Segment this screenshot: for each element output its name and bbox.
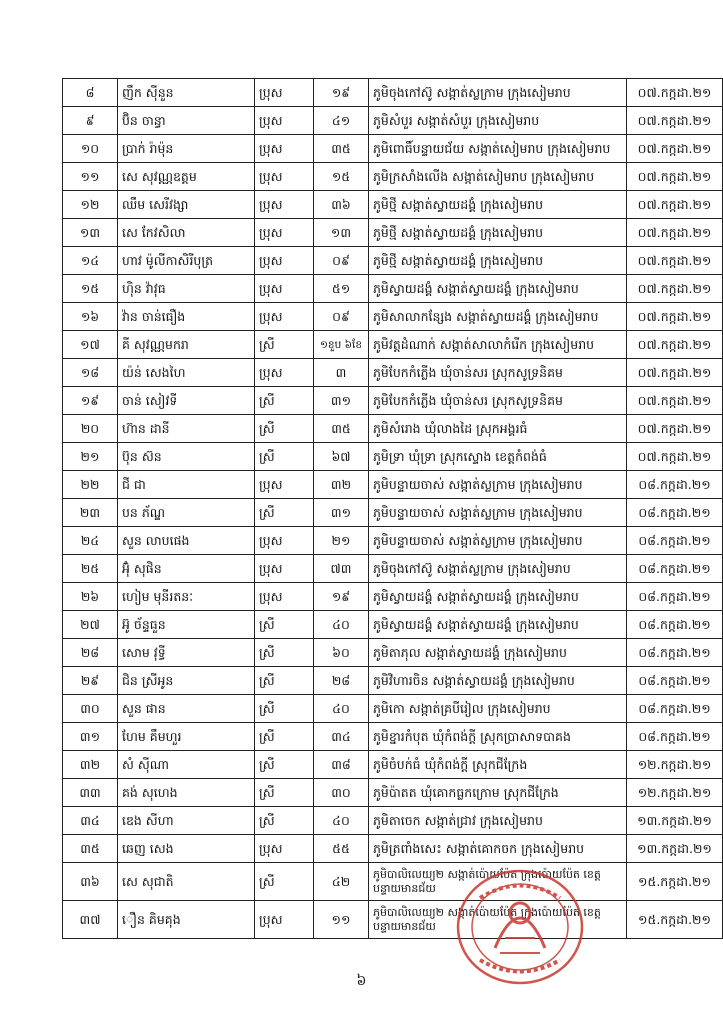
row-number: ២០: [63, 415, 118, 443]
patient-address: ភូមិតាភុល សង្កាត់ស្វាយដង្គំ ក្រុងសៀមរាប: [369, 639, 627, 667]
record-date: ០៧.កក្កដា.២១: [627, 107, 723, 135]
table-row: [63, 359, 723, 387]
patient-name: សួន លាបផេង: [118, 527, 255, 555]
patient-sex: ប្រុស: [255, 471, 314, 499]
table-row: [63, 443, 723, 471]
patient-name: ឈឹម សេរីវង្សា: [118, 191, 255, 219]
record-date: ០៨.កក្កដា.២១: [627, 471, 723, 499]
table-row: [63, 695, 723, 723]
patient-age: ៤០: [314, 611, 369, 639]
patient-sex: ប្រុស: [255, 135, 314, 163]
record-date: ១៣.កក្កដា.២១: [627, 835, 723, 863]
table-row: [63, 751, 723, 779]
patient-sex: ប្រុស: [255, 835, 314, 863]
record-date: ១៥.កក្កដា.២១: [627, 863, 723, 901]
patient-age: ១៥: [314, 163, 369, 191]
patient-address: ភូមិទ្រា ឃុំទ្រា ស្រុកស្ទោង ខេត្តកំពង់ធំ: [369, 443, 627, 471]
table-row: [63, 79, 723, 107]
patient-sex: ស្រី: [255, 863, 314, 901]
patient-sex: ប្រុស: [255, 79, 314, 107]
patient-age: ៤០: [314, 807, 369, 835]
table-row: [63, 611, 723, 639]
record-date: ០៨.កក្កដា.២១: [627, 583, 723, 611]
patient-address: ភូមិចុងកៅស៊ូ សង្កាត់ស្លក្រាម ក្រុងសៀមរាប: [369, 555, 627, 583]
patient-name: វ៉ាន ចាន់ធឿង: [118, 303, 255, 331]
table-row: [63, 555, 723, 583]
patient-age: ៣៥: [314, 415, 369, 443]
patient-sex: ស្រី: [255, 611, 314, 639]
record-date: ០៨.កក្កដា.២១: [627, 695, 723, 723]
patient-address: ភូមិថ្មី សង្កាត់ស្វាយដង្គំ ក្រុងសៀមរាប: [369, 191, 627, 219]
table-row: [63, 499, 723, 527]
row-number: ៣៦: [63, 863, 118, 901]
record-date: ០៨.កក្កដា.២១: [627, 499, 723, 527]
patient-age: ៣១: [314, 499, 369, 527]
patient-sex: ប្រុស: [255, 555, 314, 583]
patient-sex: ស្រី: [255, 639, 314, 667]
patient-sex: ស្រី: [255, 667, 314, 695]
patient-name: ហាវ ម៉ូលីកាសិរីបុត្រ: [118, 247, 255, 275]
patient-sex: ស្រី: [255, 751, 314, 779]
patient-name: សេ កែវសិលា: [118, 219, 255, 247]
patient-address: ភូមិស្វាយដង្គំ សង្កាត់ស្វាយដង្គំ ក្រុងសៀមរាប: [369, 611, 627, 639]
patient-age: ១៩: [314, 583, 369, 611]
patient-sex: ប្រុស: [255, 219, 314, 247]
table-row: [63, 835, 723, 863]
row-number: ១៩: [63, 387, 118, 415]
patient-sex: ស្រី: [255, 443, 314, 471]
patient-name: ប្រាក់ រ៉ាម៉ុន: [118, 135, 255, 163]
table-row: [63, 583, 723, 611]
patient-name: បន ភ័ណ្ឌ: [118, 499, 255, 527]
row-number: ៣១: [63, 723, 118, 751]
patient-address: ភូមិខ្នារកំបុត ឃុំកំពង់ក្ដី ស្រុកប្រាសាទបាគង: [369, 723, 627, 751]
table-row: [63, 107, 723, 135]
table-row: [63, 667, 723, 695]
record-date: ០៧.កក្កដា.២១: [627, 387, 723, 415]
patient-sex: ស្រី: [255, 499, 314, 527]
record-date: ០៨.កក្កដា.២១: [627, 611, 723, 639]
patient-name: ឌេង សីហា: [118, 807, 255, 835]
record-date: ០៧.កក្កដា.២១: [627, 247, 723, 275]
table-row: [63, 779, 723, 807]
table-row: [63, 723, 723, 751]
patient-name: អ៊ូ ច័ន្ទធួន: [118, 611, 255, 639]
patient-address: ភូមិត្រពាំងសេះ សង្កាត់គោកចក ក្រុងសៀមរាប: [369, 835, 627, 863]
table-row: [63, 135, 723, 163]
row-number: ១១: [63, 163, 118, 191]
patient-address: ភូមិស្វាយដង្គំ សង្កាត់ស្វាយដង្គំ ក្រុងសៀមរាប: [369, 275, 627, 303]
patient-address: ភូមិបាលិលេយ្យ២ សង្កាត់ប៉ោយប៉ែត ក្រុងប៉ោយប៉ែត ខេត្តបន្ទាយមានជ័យ: [369, 901, 627, 939]
patient-name: សេ សុវណ្ណឧត្តម: [118, 163, 255, 191]
record-date: ០៧.កក្កដា.២១: [627, 415, 723, 443]
patient-address: ភូមិបាលិលេយ្យ២ សង្កាត់ប៉ោយប៉ែត ក្រុងប៉ោយប៉ែត ខេត្តបន្ទាយមានជ័យ: [369, 863, 627, 901]
patient-sex: ប្រុស: [255, 303, 314, 331]
table-row: [63, 901, 723, 939]
row-number: ៣៣: [63, 779, 118, 807]
table-row: [63, 331, 723, 359]
patient-address: ភូមិថ្មី សង្កាត់ស្វាយដង្គំ ក្រុងសៀមរាប: [369, 219, 627, 247]
patient-age: ៣១: [314, 387, 369, 415]
patient-address: ភូមិបែកកំភ្លើង ឃុំចាន់សរ ស្រុកសូទ្រនិគម: [369, 359, 627, 387]
row-number: ២១: [63, 443, 118, 471]
patient-address: ភូមិបន្ទាយចាស់ សង្កាត់ស្លក្រាម ក្រុងសៀមរាប: [369, 499, 627, 527]
table-row: [63, 639, 723, 667]
patient-age: ៣៤: [314, 723, 369, 751]
record-date: ០៧.កក្កដា.២១: [627, 331, 723, 359]
patient-name: គង់ សុហេង: [118, 779, 255, 807]
patient-address: ភូមិបន្ទាយចាស់ សង្កាត់ស្លក្រាម ក្រុងសៀមរាប: [369, 527, 627, 555]
patient-address: ភូមិតាចេក សង្កាត់ជ្រាវ ក្រុងសៀមរាប: [369, 807, 627, 835]
table-row: [63, 191, 723, 219]
patient-name: សេ សុជាតិ: [118, 863, 255, 901]
patient-address: ភូមិសាលាកន្សែង សង្កាត់ស្វាយដង្គំ ក្រុងសៀមរាប: [369, 303, 627, 331]
row-number: ១៧: [63, 331, 118, 359]
row-number: ៣០: [63, 695, 118, 723]
patient-age: ៥៥: [314, 835, 369, 863]
record-date: ០៨.កក្កដា.២១: [627, 639, 723, 667]
patient-address: ភូមិសំបួរ សង្កាត់សំបួរ ក្រុងសៀមរាប: [369, 107, 627, 135]
row-number: ១៨: [63, 359, 118, 387]
row-number: ២២: [63, 471, 118, 499]
record-date: ០៧.កក្កដា.២១: [627, 163, 723, 191]
table-row: [63, 527, 723, 555]
row-number: ៣៧: [63, 901, 118, 939]
patient-sex: ស្រី: [255, 331, 314, 359]
patient-sex: ប្រុស: [255, 275, 314, 303]
patient-sex: ប្រុស: [255, 191, 314, 219]
row-number: ២៥: [63, 555, 118, 583]
patient-age: ៣៨: [314, 751, 369, 779]
patient-address: ភូមិក្រសាំងលើង សង្កាត់សៀមរាប ក្រុងសៀមរាប: [369, 163, 627, 191]
table-row: [63, 303, 723, 331]
record-date: ០៧.កក្កដា.២១: [627, 219, 723, 247]
table-row: [63, 863, 723, 901]
patient-age: ០៩: [314, 247, 369, 275]
patient-name: ជី ជា: [118, 471, 255, 499]
patient-address: ភូមិសំរោង ឃុំលាងដៃ ស្រុកអង្គរធំ: [369, 415, 627, 443]
patient-age: ៣០: [314, 779, 369, 807]
row-number: ១៥: [63, 275, 118, 303]
row-number: ៣៥: [63, 835, 118, 863]
patient-name: ជិន ស្រីអូន: [118, 667, 255, 695]
record-date: ០៧.កក្កដា.២១: [627, 79, 723, 107]
patient-age: ២៨: [314, 667, 369, 695]
table-row: [63, 471, 723, 499]
row-number: ២៤: [63, 527, 118, 555]
patient-address: ភូមិប៉ាតត ឃុំគោកធ្លកក្រោម ស្រុកជីក្រែង: [369, 779, 627, 807]
patient-name: ហ៊ិន វ៉ាវុធ: [118, 275, 255, 303]
record-date: ១២.កក្កដា.២១: [627, 779, 723, 807]
patient-address: ភូមិបន្ទាយចាស់ សង្កាត់ស្លក្រាម ក្រុងសៀមរាប: [369, 471, 627, 499]
record-date: ០៧.កក្កដា.២១: [627, 275, 723, 303]
patient-age: ៤១: [314, 107, 369, 135]
patient-address: ភូមិចុងកៅស៊ូ សង្កាត់ស្លក្រាម ក្រុងសៀមរាប: [369, 79, 627, 107]
record-date: ១២.កក្កដា.២១: [627, 751, 723, 779]
patient-sex: ប្រុស: [255, 247, 314, 275]
row-number: ៣៤: [63, 807, 118, 835]
patient-sex: ស្រី: [255, 779, 314, 807]
row-number: ៨: [63, 79, 118, 107]
row-number: ៣២: [63, 751, 118, 779]
table-row: [63, 387, 723, 415]
record-date: ០៧.កក្កដា.២១: [627, 443, 723, 471]
patient-name: យ៉ន់ សេងហៃ: [118, 359, 255, 387]
patient-age: ៤២: [314, 863, 369, 901]
patient-address: ភូមិស្វាយដង្គំ សង្កាត់ស្វាយដង្គំ ក្រុងសៀមរាប: [369, 583, 627, 611]
patient-name: គី សុវណ្ណមករា: [118, 331, 255, 359]
patient-sex: ស្រី: [255, 695, 314, 723]
patient-age: ០៩: [314, 303, 369, 331]
patient-sex: ប្រុស: [255, 901, 314, 939]
row-number: ២៩: [63, 667, 118, 695]
record-date: ១៥.កក្កដា.២១: [627, 901, 723, 939]
patient-age: ១៣: [314, 219, 369, 247]
patient-name: ចាន់ សៀវទី: [118, 387, 255, 415]
patient-age: ៣៥: [314, 135, 369, 163]
patient-age: ៥១: [314, 275, 369, 303]
patient-address: ភូមិកោ សង្កាត់គ្របីរៀល ក្រុងសៀមរាប: [369, 695, 627, 723]
table-row: [63, 219, 723, 247]
official-seal-icon: [455, 868, 585, 986]
row-number: ១៣: [63, 219, 118, 247]
record-date: ០៨.កក្កដា.២១: [627, 527, 723, 555]
patient-age: ២១: [314, 527, 369, 555]
patient-address: ភូមិបែកកំភ្លើង ឃុំចាន់សរ ស្រុកសូទ្រនិគម: [369, 387, 627, 415]
record-date: ០៨.កក្កដា.២១: [627, 667, 723, 695]
record-date: ០៨.កក្កដា.២១: [627, 555, 723, 583]
patient-age: ៣៦: [314, 191, 369, 219]
patient-name: ហៀម មុនីរតនៈ: [118, 583, 255, 611]
patient-name: ឿន គិមគុង: [118, 901, 255, 939]
table-row: [63, 163, 723, 191]
patient-name: សោម វុទ្ធី: [118, 639, 255, 667]
patient-sex: ស្រី: [255, 807, 314, 835]
patient-sex: ស្រី: [255, 387, 314, 415]
row-number: ១៤: [63, 247, 118, 275]
patient-age: ៦៧: [314, 443, 369, 471]
patient-name: ប៊ុន ស៊ន: [118, 443, 255, 471]
patient-sex: ប្រុស: [255, 107, 314, 135]
record-date: ០៧.កក្កដា.២១: [627, 359, 723, 387]
patient-address: ភូមិវត្តដំណាក់ សង្កាត់សាលាកំរើក ក្រុងសៀមរាប: [369, 331, 627, 359]
patient-age: ៣២: [314, 471, 369, 499]
record-date: ០៧.កក្កដា.២១: [627, 135, 723, 163]
patient-name: ហែម គឹមហួរ: [118, 723, 255, 751]
record-date: ១៣.កក្កដា.២១: [627, 807, 723, 835]
patient-address: ភូមិថ្មី សង្កាត់ស្វាយដង្គំ ក្រុងសៀមរាប: [369, 247, 627, 275]
row-number: ២៣: [63, 499, 118, 527]
patient-name: អ៊ុំ សុផិន: [118, 555, 255, 583]
patient-address: ភូមិវិហារចិន សង្កាត់ស្វាយដង្គំ ក្រុងសៀមរាប: [369, 667, 627, 695]
patient-age: ១១: [314, 901, 369, 939]
table-row: [63, 247, 723, 275]
patient-name: ឆេញ សេង: [118, 835, 255, 863]
patient-sex: ប្រុស: [255, 583, 314, 611]
row-number: ៩: [63, 107, 118, 135]
row-number: ២៦: [63, 583, 118, 611]
patient-age: ១ខួប ៦ខែ: [314, 331, 369, 359]
row-number: ២៧: [63, 611, 118, 639]
patient-age: ១៩: [314, 79, 369, 107]
record-date: ០៧.កក្កដា.២១: [627, 191, 723, 219]
patient-name: សំ ស៊ីណា: [118, 751, 255, 779]
row-number: ២៨: [63, 639, 118, 667]
patient-sex: ស្រី: [255, 415, 314, 443]
patient-address: ភូមិពោធិ៍បន្ទាយជ័យ សង្កាត់សៀមរាប ក្រុងសៀមរាប: [369, 135, 627, 163]
patient-age: ៣: [314, 359, 369, 387]
patient-sex: ប្រុស: [255, 163, 314, 191]
table-row: [63, 415, 723, 443]
row-number: ១៦: [63, 303, 118, 331]
patient-sex: ស្រី: [255, 723, 314, 751]
patient-age: ៧៣: [314, 555, 369, 583]
page-number: ៦: [356, 973, 367, 989]
patient-name: ប៊ិន ចាន្ធា: [118, 107, 255, 135]
patient-age: ៤០: [314, 695, 369, 723]
table-row: [63, 275, 723, 303]
patient-sex: ប្រុស: [255, 359, 314, 387]
record-date: ០៨.កក្កដា.២១: [627, 723, 723, 751]
patient-address: ភូមិចំបក់ធំ ឃុំកំពង់ក្ដី ស្រុកជីក្រែង: [369, 751, 627, 779]
patient-name: ហ៊ាន ដានី: [118, 415, 255, 443]
record-date: ០៧.កក្កដា.២១: [627, 303, 723, 331]
patient-sex: ប្រុស: [255, 527, 314, 555]
table-row: [63, 807, 723, 835]
patient-name: ញឹក ស៊ីនួន: [118, 79, 255, 107]
patient-name: សួន ផាន: [118, 695, 255, 723]
row-number: ១០: [63, 135, 118, 163]
patient-age: ៦០: [314, 639, 369, 667]
case-list-table: [62, 78, 723, 939]
row-number: ១២: [63, 191, 118, 219]
